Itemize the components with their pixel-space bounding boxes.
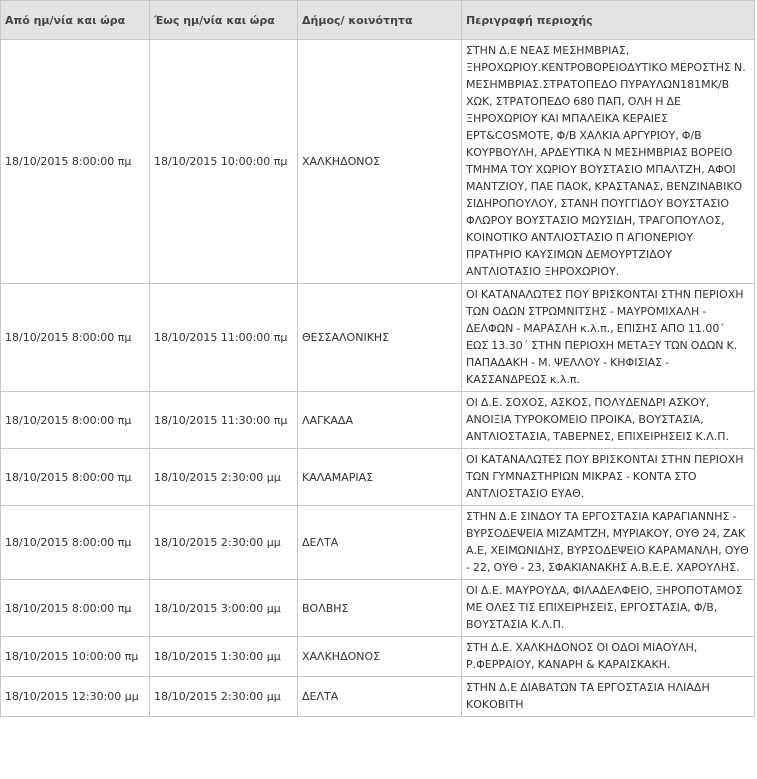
cell-to-datetime: 18/10/2015 1:30:00 μμ [150, 637, 298, 677]
cell-area-description: ΟΙ ΚΑΤΑΝΑΛΩΤΕΣ ΠΟΥ ΒΡΙΣΚΟΝΤΑΙ ΣΤΗΝ ΠΕΡΙΟΧΗ ΤΩΝ ΓΥΜΝΑΣΤΗΡΙΩΝ ΜΙΚΡΑΣ - ΚΟΝΤΑ ΣΤΟ ΑΝΤΛΙΟΣΤΑΣΙΟ ΕΥΑΘ. [462, 449, 755, 506]
cell-from-datetime: 18/10/2015 10:00:00 πμ [1, 637, 150, 677]
table-row [1, 40, 755, 284]
cell-municipality: ΧΑΛΚΗΔΟΝΟΣ [298, 40, 462, 284]
cell-from-datetime: 18/10/2015 8:00:00 πμ [1, 392, 150, 449]
cell-to-datetime: 18/10/2015 3:00:00 μμ [150, 580, 298, 637]
cell-from-datetime: 18/10/2015 8:00:00 πμ [1, 284, 150, 392]
cell-municipality: ΘΕΣΣΑΛΟΝΙΚΗΣ [298, 284, 462, 392]
table-header-row [1, 1, 755, 40]
cell-from-datetime: 18/10/2015 8:00:00 πμ [1, 506, 150, 580]
cell-area-description: ΣΤΗΝ Δ.Ε ΔΙΑΒΑΤΩΝ ΤΑ ΕΡΓΟΣΤΑΣΙΑ ΗΛΙΑΔΗ ΚΟΚΟΒΙΤΗ [462, 677, 755, 717]
cell-municipality: ΚΑΛΑΜΑΡΙΑΣ [298, 449, 462, 506]
cell-from-datetime: 18/10/2015 8:00:00 πμ [1, 40, 150, 284]
header-municipality: Δήμος/ κοινότητα [298, 1, 462, 40]
cell-to-datetime: 18/10/2015 2:30:00 μμ [150, 449, 298, 506]
cell-area-description: ΣΤΗΝ Δ.Ε ΣΙΝΔΟΥ ΤΑ ΕΡΓΟΣΤΑΣΙΑ ΚΑΡΑΓΙΑΝΝΗΣ - ΒΥΡΣΟΔΕΨΕΙΑ ΜΙΖΑΜΤΖΗ, ΜΥΡΙΑΚΟΥ, ΟΥΘ 24, ΖΑΚ Α.Ε, ΧΕΙΜΩΝΙΔΗΣ, ΒΥΡΣΟΔΕΨΕΙΟ ΚΑΡΑΜΑΝΛΗ, ΟΥΘ - 22, ΟΥΘ - 23, ΣΦΑΚΙΑΝΑΚΗΣ Α.Β.Ε.Ε. ΧΑΡΟΥΛΗΣ. [462, 506, 755, 580]
cell-to-datetime: 18/10/2015 10:00:00 πμ [150, 40, 298, 284]
cell-area-description: ΣΤΗ Δ.Ε. ΧΑΛΚΗΔΟΝΟΣ ΟΙ ΟΔΟΙ ΜΙΑΟΥΛΗ, Ρ.ΦΕΡΡΑΙΟΥ, ΚΑΝΑΡΗ & ΚΑΡΑΙΣΚΑΚΗ. [462, 637, 755, 677]
header-to-datetime: Έως ημ/νία και ώρα [150, 1, 298, 40]
table-row [1, 637, 755, 677]
cell-area-description: ΟΙ ΚΑΤΑΝΑΛΩΤΕΣ ΠΟΥ ΒΡΙΣΚΟΝΤΑΙ ΣΤΗΝ ΠΕΡΙΟΧΗ ΤΩΝ ΟΔΩΝ ΣΤΡΩΜΝΙΤΣΗΣ - ΜΑΥΡΟΜΙΧΑΛΗ - ΔΕΛΦΩΝ - ΜΑΡΑΣΛΗ κ.λ.π., ΕΠΙΣΗΣ ΑΠΟ 11.00΄ ΕΩΣ 13.30΄ ΣΤΗΝ ΠΕΡΙΟΧΗ ΜΕΤΑΞΥ ΤΩΝ ΟΔΩΝ Κ. ΠΑΠΑΔΑΚΗ - Μ. ΨΕΛΛΟΥ - ΚΗΦΙΣΙΑΣ - ΚΑΣΣΑΝΔΡΕΩΣ κ.λ.π. [462, 284, 755, 392]
table-row [1, 392, 755, 449]
header-area-description: Περιγραφή περιοχής [462, 1, 755, 40]
table-row [1, 677, 755, 717]
cell-municipality: ΧΑΛΚΗΔΟΝΟΣ [298, 637, 462, 677]
cell-to-datetime: 18/10/2015 11:30:00 πμ [150, 392, 298, 449]
table-row [1, 449, 755, 506]
cell-from-datetime: 18/10/2015 8:00:00 πμ [1, 449, 150, 506]
cell-from-datetime: 18/10/2015 12:30:00 μμ [1, 677, 150, 717]
cell-to-datetime: 18/10/2015 2:30:00 μμ [150, 677, 298, 717]
header-from-datetime: Από ημ/νία και ώρα [1, 1, 150, 40]
cell-to-datetime: 18/10/2015 2:30:00 μμ [150, 506, 298, 580]
cell-municipality: ΔΕΛΤΑ [298, 506, 462, 580]
cell-area-description: ΣΤΗΝ Δ.Ε ΝΕΑΣ ΜΕΣΗΜΒΡΙΑΣ, ΞΗΡΟΧΩΡΙΟΥ.ΚΕΝΤΡΟΒΟΡΕΙΟΔΥΤΙΚΟ ΜΕΡΟΣΤΗΣ Ν. ΜΕΣΗΜΒΡΙΑΣ.ΣΤΡΑΤΟΠΕΔΟ ΠΥΡΑΥΛΩΝ181ΜΚ/Β ΧΩΚ, ΣΤΡΑΤΟΠΕΔΟ 680 ΠΑΠ, ΟΛΗ Η ΔΕ ΞΗΡΟΧΩΡΙΟΥ ΚΑΙ ΜΠΑΛΕΙΚΑ ΚΕΡΑΙΕΣ ΕΡΤ&COSMOTE, Φ/Β ΧΑΛΚΙΑ ΑΡΓΥΡΙΟΥ, Φ/Β ΚΟΥΡΒΟΥΛΗ, ΑΡΔΕΥΤΙΚΑ Ν ΜΕΣΗΜΒΡΙΑΣ ΒΟΡΕΙΟ ΤΜΗΜΑ ΤΟΥ ΧΩΡΙΟΥ ΒΟΥΣΤΑΣΙΟ ΜΠΑΛΤΖΗ, ΑΦΟΙ ΜΑΝΤΖΙΟΥ, ΠΑΕ ΠΑΟΚ, ΚΡΑΣΤΑΝΑΣ, ΒΕΝΖΙΝΑΒΙΚΟ ΣΙΔΗΡΟΠΟΥΛΟΥ, ΣΤΑΝΗ ΠΟΥΓΓΙΔΟΥ ΒΟΥΣΤΑΣΙΟ ΦΛΩΡΟΥ ΒΟΥΣΤΑΣΙΟ ΜΩΥΣΙΔΗ, ΤΡΑΓΟΠΟΥΛΟΣ, ΚΟΙΝΟΤΙΚΟ ΑΝΤΛΙΟΣΤΑΣΙΟ Π ΑΓΙΟΝΕΡΙΟΥ ΠΡΑΤΗΡΙΟ ΚΑΥΣΙΜΩΝ ΔΕΜΟΥΡΤΖΙΔΟΥ ΑΝΤΛΙΟΤΑΣΙΟ ΞΗΡΟΧΩΡΙΟΥ. [462, 40, 755, 284]
cell-from-datetime: 18/10/2015 8:00:00 πμ [1, 580, 150, 637]
cell-municipality: ΔΕΛΤΑ [298, 677, 462, 717]
cell-municipality: ΒΟΛΒΗΣ [298, 580, 462, 637]
cell-municipality: ΛΑΓΚΑΔΑ [298, 392, 462, 449]
cell-area-description: ΟΙ Δ.Ε. ΜΑΥΡΟΥΔΑ, ΦΙΛΑΔΕΛΦΕΙΟ, ΞΗΡΟΠΟΤΑΜΟΣ ΜΕ ΟΛΕΣ ΤΙΣ ΕΠΙΧΕΙΡΗΣΕΙΣ, ΕΡΓΟΣΤΑΣΙΑ, Φ/Β, ΒΟΥΣΤΑΣΙΑ Κ.Λ.Π. [462, 580, 755, 637]
cell-to-datetime: 18/10/2015 11:00:00 πμ [150, 284, 298, 392]
table-row [1, 284, 755, 392]
table-row [1, 580, 755, 637]
cell-area-description: ΟΙ Δ.Ε. ΣΟΧΟΣ, ΑΣΚΟΣ, ΠΟΛΥΔΕΝΔΡΙ ΑΣΚΟΥ, ΑΝΟΙΞΙΑ ΤΥΡΟΚΟΜΕΙΟ ΠΡΟΙΚΑ, ΒΟΥΣΤΑΣΙΑ, ΑΝΤΛΙΟΣΤΑΣΙΑ, ΤΑΒΕΡΝΕΣ, ΕΠΙΧΕΙΡΗΣΕΙΣ Κ.Λ.Π. [462, 392, 755, 449]
table-row [1, 506, 755, 580]
